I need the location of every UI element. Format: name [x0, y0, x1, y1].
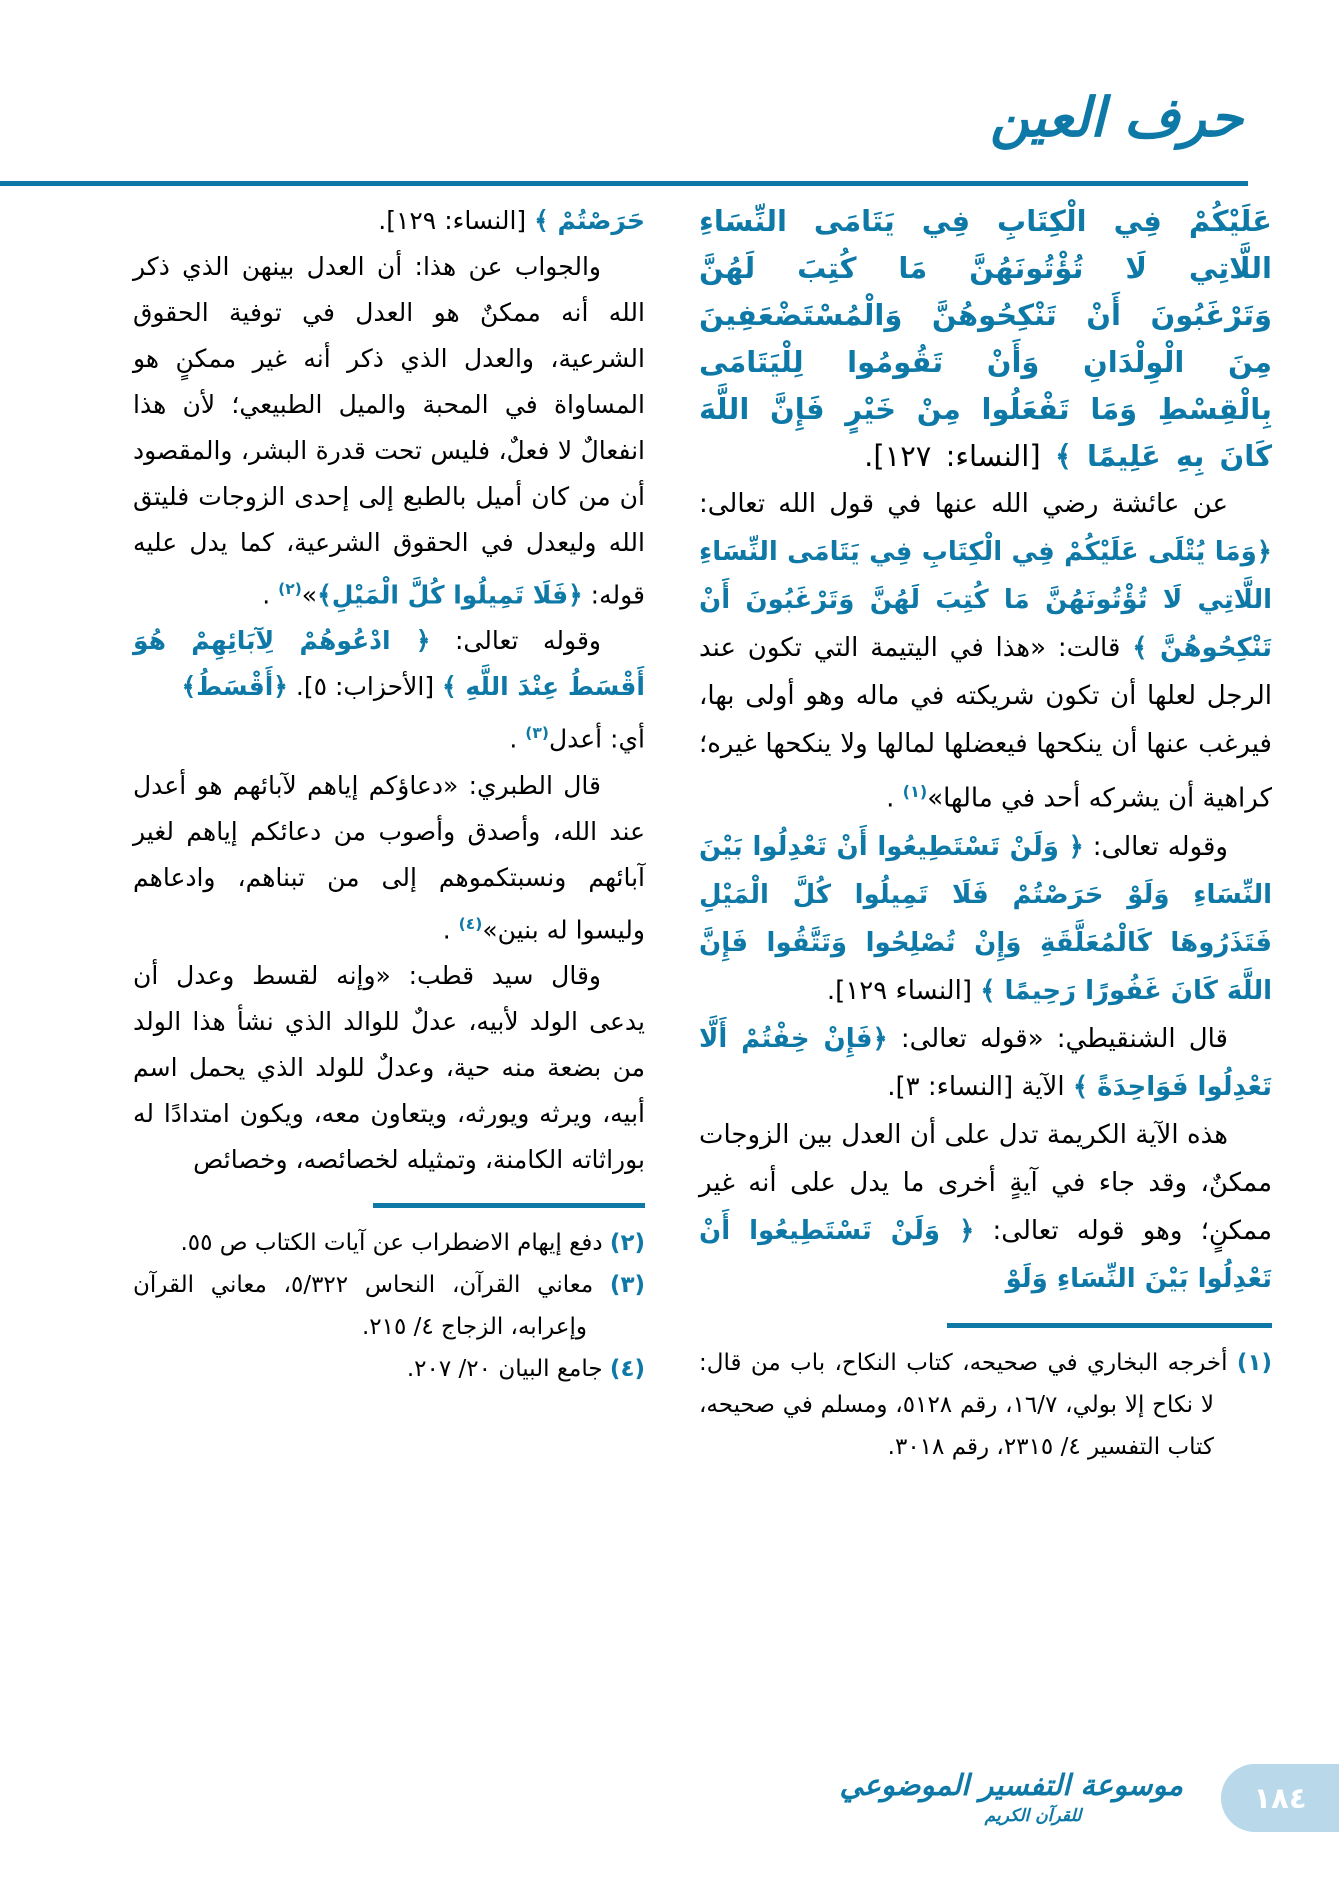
header-rule — [0, 181, 1248, 186]
body-text: . — [442, 914, 459, 944]
quran-text: ﴿أَقْسَطُ﴾ — [181, 672, 288, 702]
quran-text: ﴿وَمَا يُتْلَى عَلَيْكُمْ فِي الْكِتَابِ فِي يَتَامَى النِّسَاءِ اللَّاتِي لَا تُؤْتُونَهُنَّ مَا كُتِبَ لَهُنَّ وَتَرْغَبُونَ أَنْ تَنْكِحُوهُنَّ ﴾ — [699, 537, 1273, 663]
body-text: جامع البيان ٢٠/ ٢٠٧. — [406, 1355, 610, 1382]
footnote-2 — [133, 1222, 645, 1264]
footnote-marker: (٢) — [278, 580, 302, 598]
body-text: عن عائشة رضي الله عنها في قول الله تعالى: — [699, 489, 1228, 519]
quran-text: ﴿ وَلَنْ تَسْتَطِيعُوا أَنْ تَعْدِلُوا بَيْنَ النِّسَاءِ وَلَوْ — [699, 1215, 1272, 1294]
body-text: . — [509, 724, 526, 754]
sayyid-qutb-quote — [133, 953, 645, 1183]
quran-text: حَرَصْتُمْ ﴾ — [534, 206, 645, 235]
body-text: الآية [النساء: ٣]. — [887, 1071, 1073, 1102]
verse-ahzab-5 — [133, 618, 645, 710]
body-text: معاني القرآن، النحاس ٥/٣٢٢، معاني القرآن وإعرابه، الزجاج ٤/ ٢١٥. — [133, 1271, 610, 1340]
footnote-3 — [133, 1264, 645, 1348]
body-text: وقال سيد قطب: «وإنه لقسط وعدل أن يدعى الولد لأبيه، عدلٌ للوالد الذي نشأ هذا الولد من بضعة منه حية، وعدلٌ للولد الذي يحمل اسم أبيه، ويرثه ويورثه، ويتعاون معه، ويكون امتدادًا له بوراثاته الكامنة، وتمثيله لخصائصه، وخصائص — [133, 960, 645, 1174]
publisher-logo-subtitle: للقرآن الكريم — [984, 1806, 1082, 1826]
footnote-marker: (٤) — [609, 1355, 645, 1382]
aqsat-gloss — [133, 710, 645, 762]
body-text: قال الطبري: «دعاؤكم إياهم لآبائهم هو أعدل عند الله، وأصدق وأصوب من دعائكم إياهم لغير آبائهم ونسبتكموهم إلى من تبناهم، وادعاهم وليسوا له بنين» — [133, 770, 645, 944]
body-text: دفع إيهام الاضطراب عن آيات الكتاب ص ٥٥. — [180, 1229, 610, 1256]
body-text: . — [886, 783, 903, 814]
aisha-narration — [699, 480, 1272, 823]
quran-text: ﴿فَلَا تَمِيلُوا كُلَّ الْمَيْلِ﴾ — [317, 580, 583, 610]
footnote-marker: (٣) — [525, 724, 549, 743]
right-column-footnotes — [699, 1342, 1272, 1468]
footnote-marker: (١) — [1236, 1349, 1272, 1376]
publisher-logo — [839, 1768, 1183, 1826]
right-column-text — [699, 198, 1272, 1303]
left-column-footnotes — [133, 1222, 645, 1390]
right-footnote-separator — [947, 1323, 1272, 1328]
ayah-commentary — [699, 1111, 1272, 1303]
body-text: [النساء ١٢٩]. — [826, 975, 981, 1006]
body-text: . — [262, 580, 279, 610]
body-text: » — [301, 580, 318, 610]
chapter-title: حرف العين — [990, 86, 1243, 149]
publisher-logo-title: موسوعة التفسير الموضوعي — [839, 1768, 1183, 1802]
shanqiti-quote — [699, 1015, 1272, 1111]
footnote-marker: (٤) — [458, 914, 483, 933]
quran-text: ﴿فَإِنْ خِفْتُمْ أَلَّا تَعْدِلُوا فَوَاحِدَةً ﴾ — [699, 1023, 1272, 1102]
tabari-quote — [133, 763, 645, 953]
quran-text: ﴿ وَلَنْ تَسْتَطِيعُوا أَنْ تَعْدِلُوا بَيْنَ النِّسَاءِ وَلَوْ حَرَصْتُمْ فَلَا تَمِيلُوا كُلَّ الْمَيْلِ فَتَذَرُوهَا كَالْمُعَلَّقَةِ وَإِنْ تُصْلِحُوا وَتَتَّقُوا فَإِنَّ اللَّهَ كَانَ غَفُورًا رَحِيمًا ﴾ — [699, 831, 1272, 1006]
page-number: ١٨٤ — [1253, 1781, 1307, 1815]
body-text: هذه الآية الكريمة تدل على أن العدل بين الزوجات ممكنٌ، وقد جاء في آيةٍ أخرى ما يدل على أنه غير ممكنٍ؛ وهو قوله تعالى: — [699, 1119, 1272, 1246]
verse-continuation — [133, 198, 645, 244]
verse-nisa-127 — [699, 198, 1272, 480]
body-text: وقوله تعالى: — [430, 626, 601, 656]
answer-paragraph — [133, 244, 645, 618]
footnote-1 — [699, 1342, 1272, 1468]
footnote-marker: (١) — [902, 782, 928, 801]
body-text: قال الشنقيطي: «قوله تعالى: — [887, 1023, 1228, 1054]
footnote-marker: (٣) — [609, 1271, 645, 1298]
body-text: أخرجه البخاري في صحيحه، كتاب النكاح، باب من قال: لا نكاح إلا بولي، ١٦/٧، رقم ٥١٢٨، ومسلم في صحيحه، كتاب التفسير ٤/ ٢٣١٥، رقم ٣٠١٨. — [699, 1349, 1237, 1460]
body-text: [النساء: ١٢٩]. — [378, 206, 535, 235]
left-footnote-separator — [373, 1203, 645, 1208]
body-text: [النساء: ١٢٧]. — [864, 439, 1055, 473]
page-number-badge — [1221, 1764, 1339, 1832]
body-text: أي: أعدل — [548, 724, 645, 754]
left-column-text — [133, 198, 645, 1183]
footnote-marker: (٢) — [609, 1229, 645, 1256]
left-column — [133, 198, 645, 1390]
right-column — [699, 198, 1272, 1468]
body-text: والجواب عن هذا: أن العدل بينهن الذي ذكر الله أنه ممكنٌ هو العدل في توفية الحقوق الشرعية، والعدل الذي ذكر أنه غير ممكنٍ هو المساواة في المحبة والميل الطبيعي؛ لأن هذا انفعالٌ لا فعلٌ، فليس تحت قدرة البشر، والمقصود أن من كان أميل بالطبع إلى إحدى الزوجات فليتق الله وليعدل في الحقوق الشرعية، كما يدل عليه قوله: — [133, 252, 645, 610]
quran-text: ﴿ ادْعُوهُمْ لِآبَائِهِمْ هُوَ أَقْسَطُ عِنْدَ اللَّهِ ﴾ — [133, 626, 645, 702]
body-text: وقوله تعالى: — [1083, 831, 1228, 862]
footnote-4 — [133, 1348, 645, 1390]
quran-text: عَلَيْكُمْ فِي الْكِتَابِ فِي يَتَامَى النِّسَاءِ اللَّاتِي لَا تُؤْتُونَهُنَّ مَا كُتِبَ لَهُنَّ وَتَرْغَبُونَ أَنْ تَنْكِحُوهُنَّ وَالْمُسْتَضْعَفِينَ مِنَ الْوِلْدَانِ وَأَنْ تَقُومُوا لِلْيَتَامَى بِالْقِسْطِ وَمَا تَفْعَلُوا مِنْ خَيْرٍ فَإِنَّ اللَّهَ كَانَ بِهِ عَلِيمًا ﴾ — [699, 204, 1272, 473]
body-text: قالت: «هذا في اليتيمة التي تكون عند الرجل لعلها أن تكون شريكته في ماله وهو أولى بها، فيرغب عنها أن ينكحها فيعضلها لمالها ولا ينكحها غيره؛ كراهية أن يشركه أحد في مالها» — [699, 633, 1272, 814]
verse-nisa-129 — [699, 823, 1272, 1015]
body-text: [الأحزاب: ٥]. — [287, 672, 443, 702]
